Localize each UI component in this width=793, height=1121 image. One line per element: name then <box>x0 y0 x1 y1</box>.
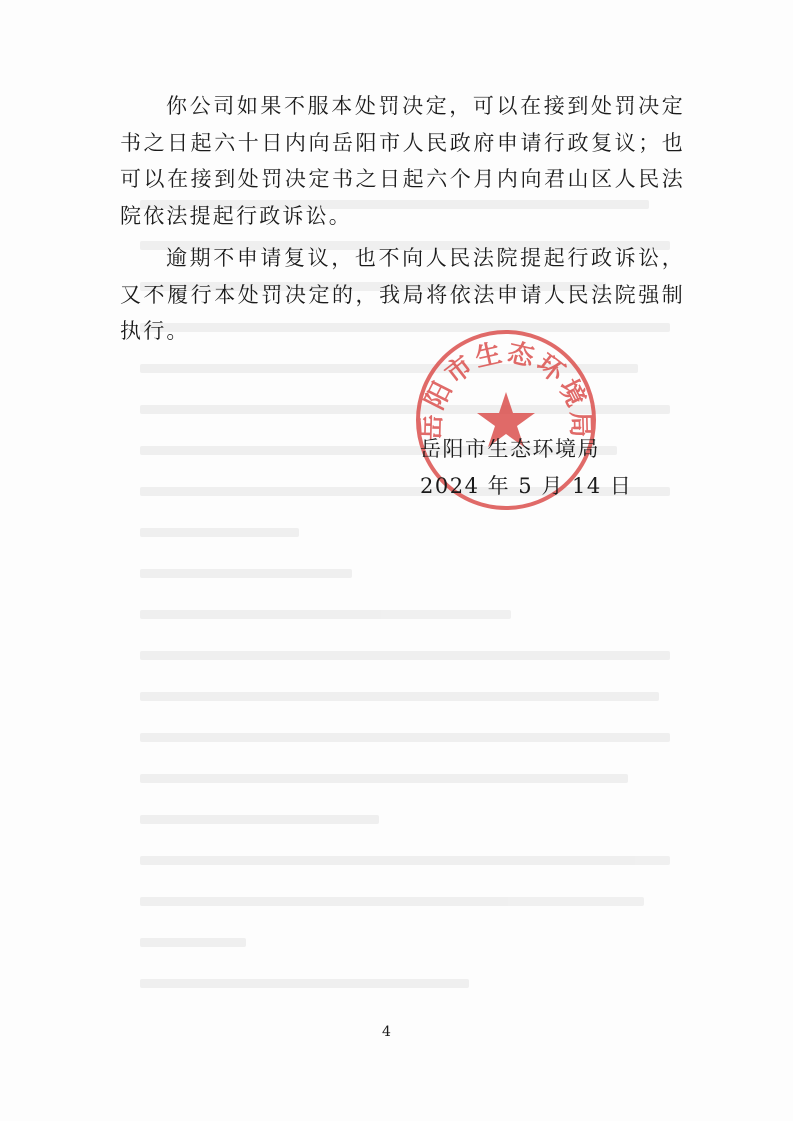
issue-date: 2024 年 5 月 14 日 <box>420 474 633 498</box>
seal-text: 岳阳市生态环境局 <box>416 337 596 441</box>
appeal-rights-paragraph: 你公司如果不服本处罚决定，可以在接到处罚决定书之日起六十日内向岳阳市人民政府申请行政复议；也可以在接到处罚决定书之日起六个月内向君山区人民法院依法提起行政诉讼。 <box>120 94 685 228</box>
issuing-organization: 岳阳市生态环境局 <box>420 437 600 461</box>
enforcement-paragraph: 逾期不申请复议，也不向人民法院提起行政诉讼，又不履行本处罚决定的，我局将依法申请人民法院强制执行。 <box>120 246 685 343</box>
page-number: 4 <box>382 1024 391 1040</box>
